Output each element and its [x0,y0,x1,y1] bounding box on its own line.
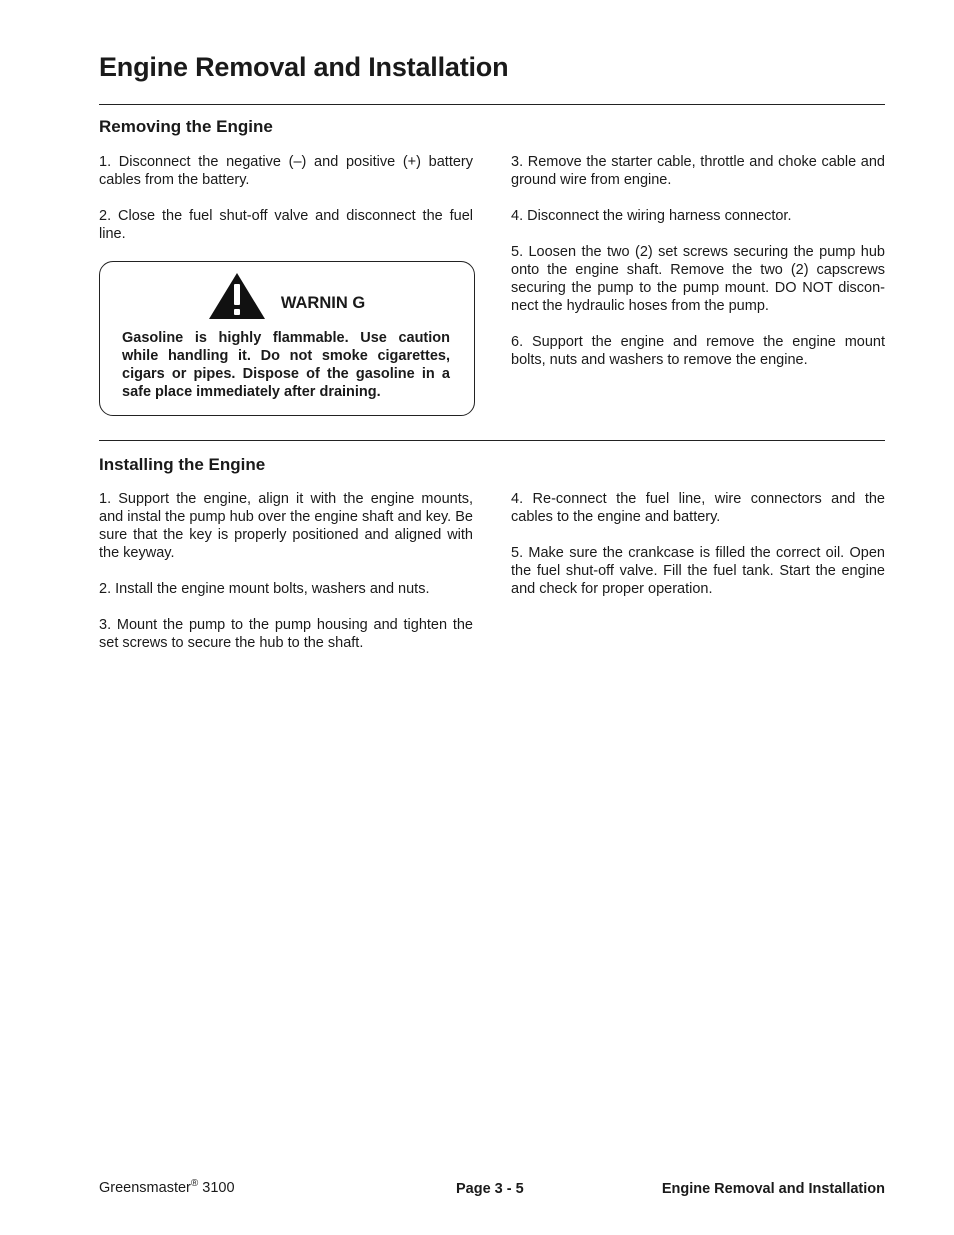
footer-product-name: Greensmaster [99,1179,191,1196]
registered-mark: ® [190,1178,199,1189]
installing-left-column [99,490,473,670]
page-title: Engine Removal and Installation [99,52,509,82]
warning-text: Gasoline is highly flammable. Use caution while handling it. Do not smoke cigarettes, cigars or pipes. Dispose of the gasoline in a safe place immediately after draining. [122,330,450,400]
removing-step-5: 5. Loosen the two (2) set screws securing the pump hub onto the engine shaft. Remove the two (2) capscrews securing the pump to the pump mount. DO NOT discon-nect the hydraulic hoses from the pump. [511,244,885,314]
removing-heading: Removing the Engine [99,117,273,136]
installing-step-4: 4. Re-connect the fuel line, wire connectors and the cables to the engine and battery. [511,491,885,525]
removing-right-column [511,153,885,387]
page-footer [99,1178,885,1200]
removing-step-2: 2. Close the fuel shut-off valve and disconnect the fuel line. [99,208,473,242]
warning-label: WARNIN G [280,294,366,312]
installing-step-5: 5. Make sure the crankcase is filled the correct oil. Open the fuel shut-off valve. Fill the fuel tank. Start the engine and check for proper operation. [511,545,885,597]
section-divider [99,440,885,441]
removing-step-1: 1. Disconnect the negative (–) and positive (+) battery cables from the battery. [99,154,473,188]
footer-page-number: Page 3 - 5 [456,1181,524,1197]
footer-product [99,1178,235,1196]
installing-step-3: 3. Mount the pump to the pump housing and tighten the set screws to secure the hub to the shaft. [99,617,473,651]
installing-step-2: 2. Install the engine mount bolts, washers and nuts. [99,581,430,597]
installing-step-1: 1. Support the engine, align it with the engine mounts, and instal the pump hub over the engine shaft and key. Be sure that the key is properly positioned and aligned with the keyway. [99,491,473,561]
warning-box [99,261,475,416]
title-divider [99,104,885,105]
removing-step-4: 4. Disconnect the wiring harness connector. [511,208,792,224]
footer-section: Engine Removal and Installation [661,1181,885,1197]
footer-model: 3100 [202,1179,235,1196]
removing-step-6: 6. Support the engine and remove the engine mount bolts, nuts and washers to remove the engine. [511,334,885,368]
installing-right-column [511,490,885,616]
removing-step-3: 3. Remove the starter cable, throttle and choke cable and ground wire from engine. [511,154,885,188]
installing-heading: Installing the Engine [99,455,266,474]
warning-header [122,271,450,321]
removing-left-column [99,153,473,416]
warning-triangle-icon [207,271,267,321]
